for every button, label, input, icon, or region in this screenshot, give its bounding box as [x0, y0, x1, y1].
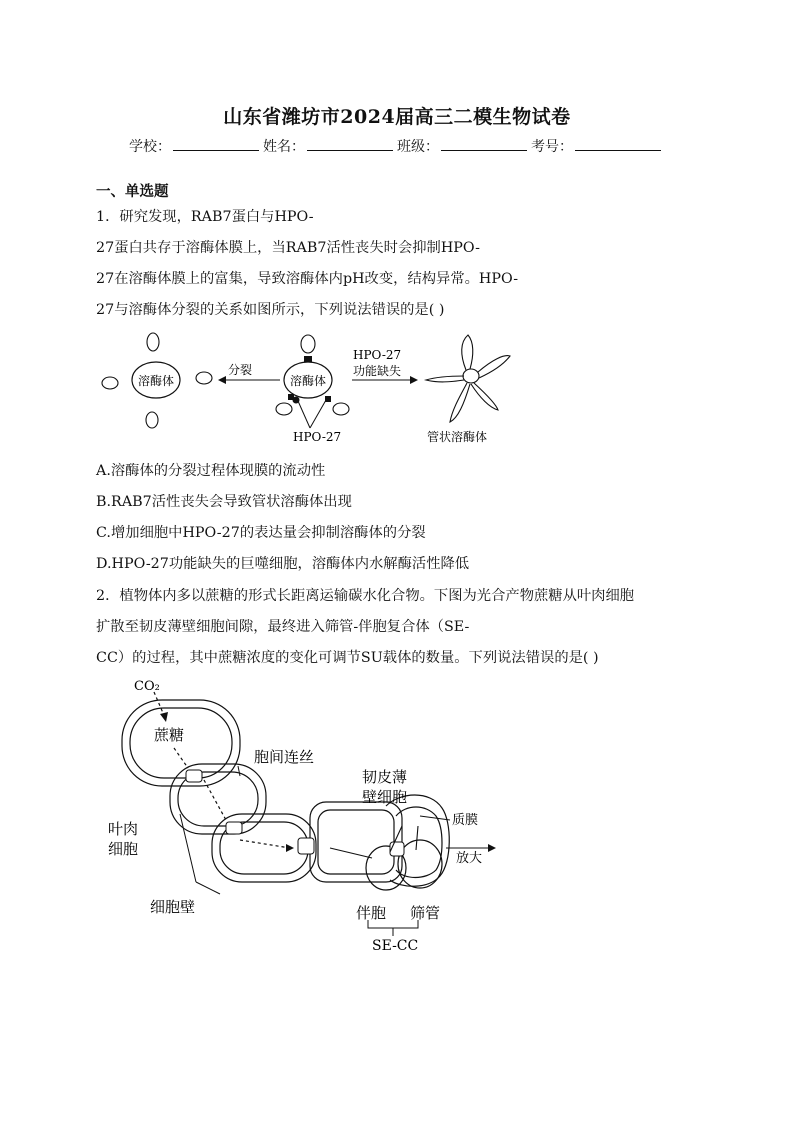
- left-lysosome-label: 溶酶体: [137, 374, 175, 388]
- q2-figure: [100, 672, 500, 962]
- section-heading: 一、单选题: [96, 183, 169, 200]
- plasmodesmata-label: 胞间连丝: [254, 748, 315, 766]
- page-title: 山东省潍坊市2024届高三二模生物试卷: [223, 106, 571, 128]
- hpo27-label: HPO-27: [293, 430, 342, 444]
- q1-line-2: 27蛋白共存于溶酶体膜上，当RAB7活性丧失时会抑制HPO-: [96, 240, 480, 256]
- q1-figure: [100, 330, 550, 450]
- q1-line-4: 27与溶酶体分裂的关系如图所示，下列说法错误的是( ): [96, 302, 445, 318]
- tubular-lysosome: [426, 335, 510, 422]
- q2-line-3: CC）的过程，其中蔗糖浓度的变化可调节SU载体的数量。下列说法错误的是( ): [96, 650, 599, 666]
- left-vesicle-top: [147, 333, 159, 351]
- q2-line-1: 2．植物体内多以蔗糖的形式长距离运输碳水化合物。下图为光合产物蔗糖从叶肉细胞: [96, 588, 635, 604]
- phloem-label-2: 壁细胞: [362, 788, 408, 806]
- tubular-label: 管状溶酶体: [427, 430, 488, 444]
- mesophyll-label-1: 叶肉: [108, 820, 139, 838]
- center-lysosome-label: 溶酶体: [289, 374, 327, 388]
- left-vesicle-left: [102, 377, 118, 389]
- q1-option-b: B.RAB7活性丧失会导致管状溶酶体出现: [96, 494, 352, 510]
- q1-line-1: 1．研究发现，RAB7蛋白与HPO-: [96, 209, 314, 225]
- q1-option-c: C.增加细胞中HPO-27的表达量会抑制溶酶体的分裂: [96, 525, 426, 541]
- companion-label: 伴胞: [356, 904, 387, 922]
- q1-line-3: 27在溶酶体膜上的富集，导致溶酶体内pH改变，结构异常。HPO-: [96, 271, 519, 287]
- school-blank[interactable]: [173, 138, 259, 151]
- defect-top-label: HPO-27: [353, 348, 402, 362]
- number-blank[interactable]: [575, 138, 661, 151]
- school-label: 学校：: [129, 139, 171, 155]
- left-vesicle-bottom: [146, 412, 158, 428]
- phloem-label-1: 韧皮薄: [362, 768, 408, 786]
- student-info: [0, 136, 794, 156]
- q1-option-d: D.HPO-27功能缺失的巨噬细胞，溶酶体内水解酶活性降低: [96, 556, 470, 572]
- left-vesicle-right: [196, 372, 212, 384]
- mesophyll-label-2: 细胞: [108, 840, 139, 858]
- secc-label: SE-CC: [372, 938, 419, 954]
- zoom-label: 放大: [456, 851, 483, 866]
- name-label: 姓名：: [263, 139, 305, 155]
- sucrose-label: 蔗糖: [154, 726, 185, 744]
- number-label: 考号：: [531, 139, 573, 155]
- sieve-label: 筛管: [410, 904, 441, 922]
- class-blank[interactable]: [441, 138, 527, 151]
- membrane-label: 质膜: [452, 813, 479, 828]
- split-label: 分裂: [228, 363, 253, 377]
- wall-label: 细胞壁: [150, 898, 196, 916]
- co2-label: CO₂: [134, 679, 160, 694]
- q1-option-a: A.溶酶体的分裂过程体现膜的流动性: [96, 463, 326, 479]
- class-label: 班级：: [397, 139, 439, 155]
- name-blank[interactable]: [307, 138, 393, 151]
- q2-line-2: 扩散至韧皮薄壁细胞间隙，最终进入筛管-伴胞复合体（SE-: [96, 619, 470, 635]
- defect-bottom-label: 功能缺失: [353, 364, 402, 378]
